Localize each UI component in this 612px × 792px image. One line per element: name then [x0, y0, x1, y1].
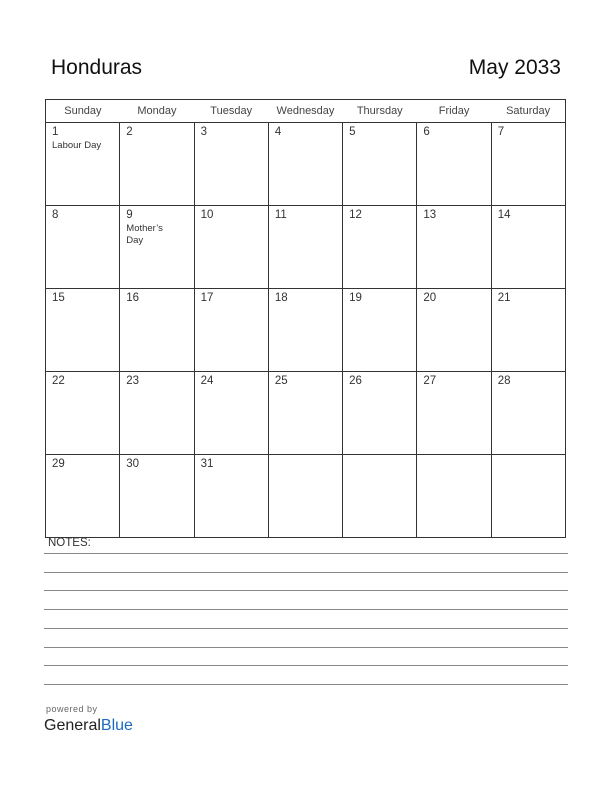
day-cell[interactable] [194, 455, 268, 538]
day-cell[interactable] [268, 206, 342, 289]
notes-line [44, 684, 568, 685]
day-number: 14 [497, 209, 511, 221]
day-number: 26 [349, 375, 362, 387]
day-cell-empty [417, 455, 491, 538]
day-number: 27 [423, 375, 437, 387]
day-cell[interactable] [120, 206, 194, 289]
weekday-thursday: Thursday [343, 100, 417, 123]
week-row [46, 455, 566, 538]
day-cell[interactable] [46, 289, 120, 372]
day-cell[interactable] [194, 289, 268, 372]
day-number: 8 [52, 209, 59, 221]
day-number: 30 [126, 458, 140, 470]
day-number: 25 [274, 375, 288, 387]
holiday-label: Labour Day [52, 140, 102, 151]
day-cell[interactable] [491, 123, 565, 206]
weekday-header-row [46, 100, 566, 123]
day-cell[interactable] [268, 289, 342, 372]
day-number: 10 [200, 209, 214, 221]
day-cell[interactable] [46, 372, 120, 455]
day-number: 6 [423, 126, 430, 138]
day-cell-empty [268, 455, 342, 538]
weekday-tuesday: Tuesday [194, 100, 268, 123]
day-cell[interactable] [417, 206, 491, 289]
day-cell[interactable] [46, 455, 120, 538]
weekday-friday: Friday [417, 100, 491, 123]
notes-line [44, 572, 568, 573]
week-row [46, 206, 566, 289]
day-number: 11 [274, 209, 287, 221]
day-cell-empty [491, 455, 565, 538]
day-cell-empty [343, 455, 417, 538]
day-cell[interactable] [46, 123, 120, 206]
day-cell[interactable] [343, 289, 417, 372]
day-cell[interactable] [120, 289, 194, 372]
week-row [46, 289, 566, 372]
month-year-title: May 2033 [468, 56, 561, 79]
day-cell[interactable] [417, 372, 491, 455]
day-cell[interactable] [194, 206, 268, 289]
weekday-sunday: Sunday [46, 100, 120, 123]
day-cell[interactable] [268, 123, 342, 206]
weekday-saturday: Saturday [491, 100, 565, 123]
holiday-label: Mother’s Day [126, 223, 163, 246]
day-number: 5 [349, 126, 356, 138]
day-number: 22 [52, 375, 65, 387]
day-number: 17 [200, 292, 214, 304]
day-number: 12 [349, 209, 362, 221]
day-number: 18 [274, 292, 288, 304]
day-number: 19 [349, 292, 362, 304]
day-cell[interactable] [417, 123, 491, 206]
notes-line [44, 628, 568, 629]
day-number: 4 [274, 126, 282, 138]
generalblue-logo[interactable] [44, 717, 133, 735]
day-cell[interactable] [343, 123, 417, 206]
day-cell[interactable] [194, 123, 268, 206]
day-cell[interactable] [343, 206, 417, 289]
day-cell[interactable] [46, 206, 120, 289]
notes-line [44, 609, 568, 610]
day-cell[interactable] [491, 372, 565, 455]
day-number: 21 [497, 292, 511, 304]
weekday-wednesday: Wednesday [268, 100, 342, 123]
notes-line [44, 647, 568, 648]
brand-general: General [44, 717, 101, 734]
day-number: 15 [52, 292, 65, 304]
day-cell[interactable] [120, 455, 194, 538]
day-cell[interactable] [268, 372, 342, 455]
day-cell[interactable] [120, 372, 194, 455]
notes-label: NOTES: [48, 537, 91, 549]
day-number: 13 [423, 209, 437, 221]
day-cell[interactable] [120, 123, 194, 206]
powered-by-text: powered by [46, 704, 98, 714]
day-number: 7 [497, 126, 505, 138]
day-number: 24 [200, 375, 214, 387]
day-number: 2 [126, 126, 133, 138]
day-number: 23 [126, 375, 140, 387]
day-number: 16 [126, 292, 140, 304]
brand-blue: Blue [100, 717, 133, 734]
day-number: 9 [126, 209, 133, 221]
day-number: 1 [52, 126, 59, 138]
day-cell[interactable] [417, 289, 491, 372]
day-number: 20 [423, 292, 437, 304]
day-cell[interactable] [194, 372, 268, 455]
day-number: 28 [497, 375, 511, 387]
day-number: 3 [200, 126, 207, 138]
day-cell[interactable] [491, 289, 565, 372]
day-cell[interactable] [491, 206, 565, 289]
week-row [46, 372, 566, 455]
day-cell[interactable] [343, 372, 417, 455]
calendar-grid [45, 99, 566, 538]
notes-line [44, 590, 568, 591]
notes-line [44, 553, 568, 554]
week-row [46, 123, 566, 206]
notes-line [44, 665, 568, 666]
day-number: 31 [200, 458, 214, 470]
country-title: Honduras [51, 56, 143, 79]
day-number: 29 [52, 458, 65, 470]
weekday-monday: Monday [120, 100, 194, 123]
